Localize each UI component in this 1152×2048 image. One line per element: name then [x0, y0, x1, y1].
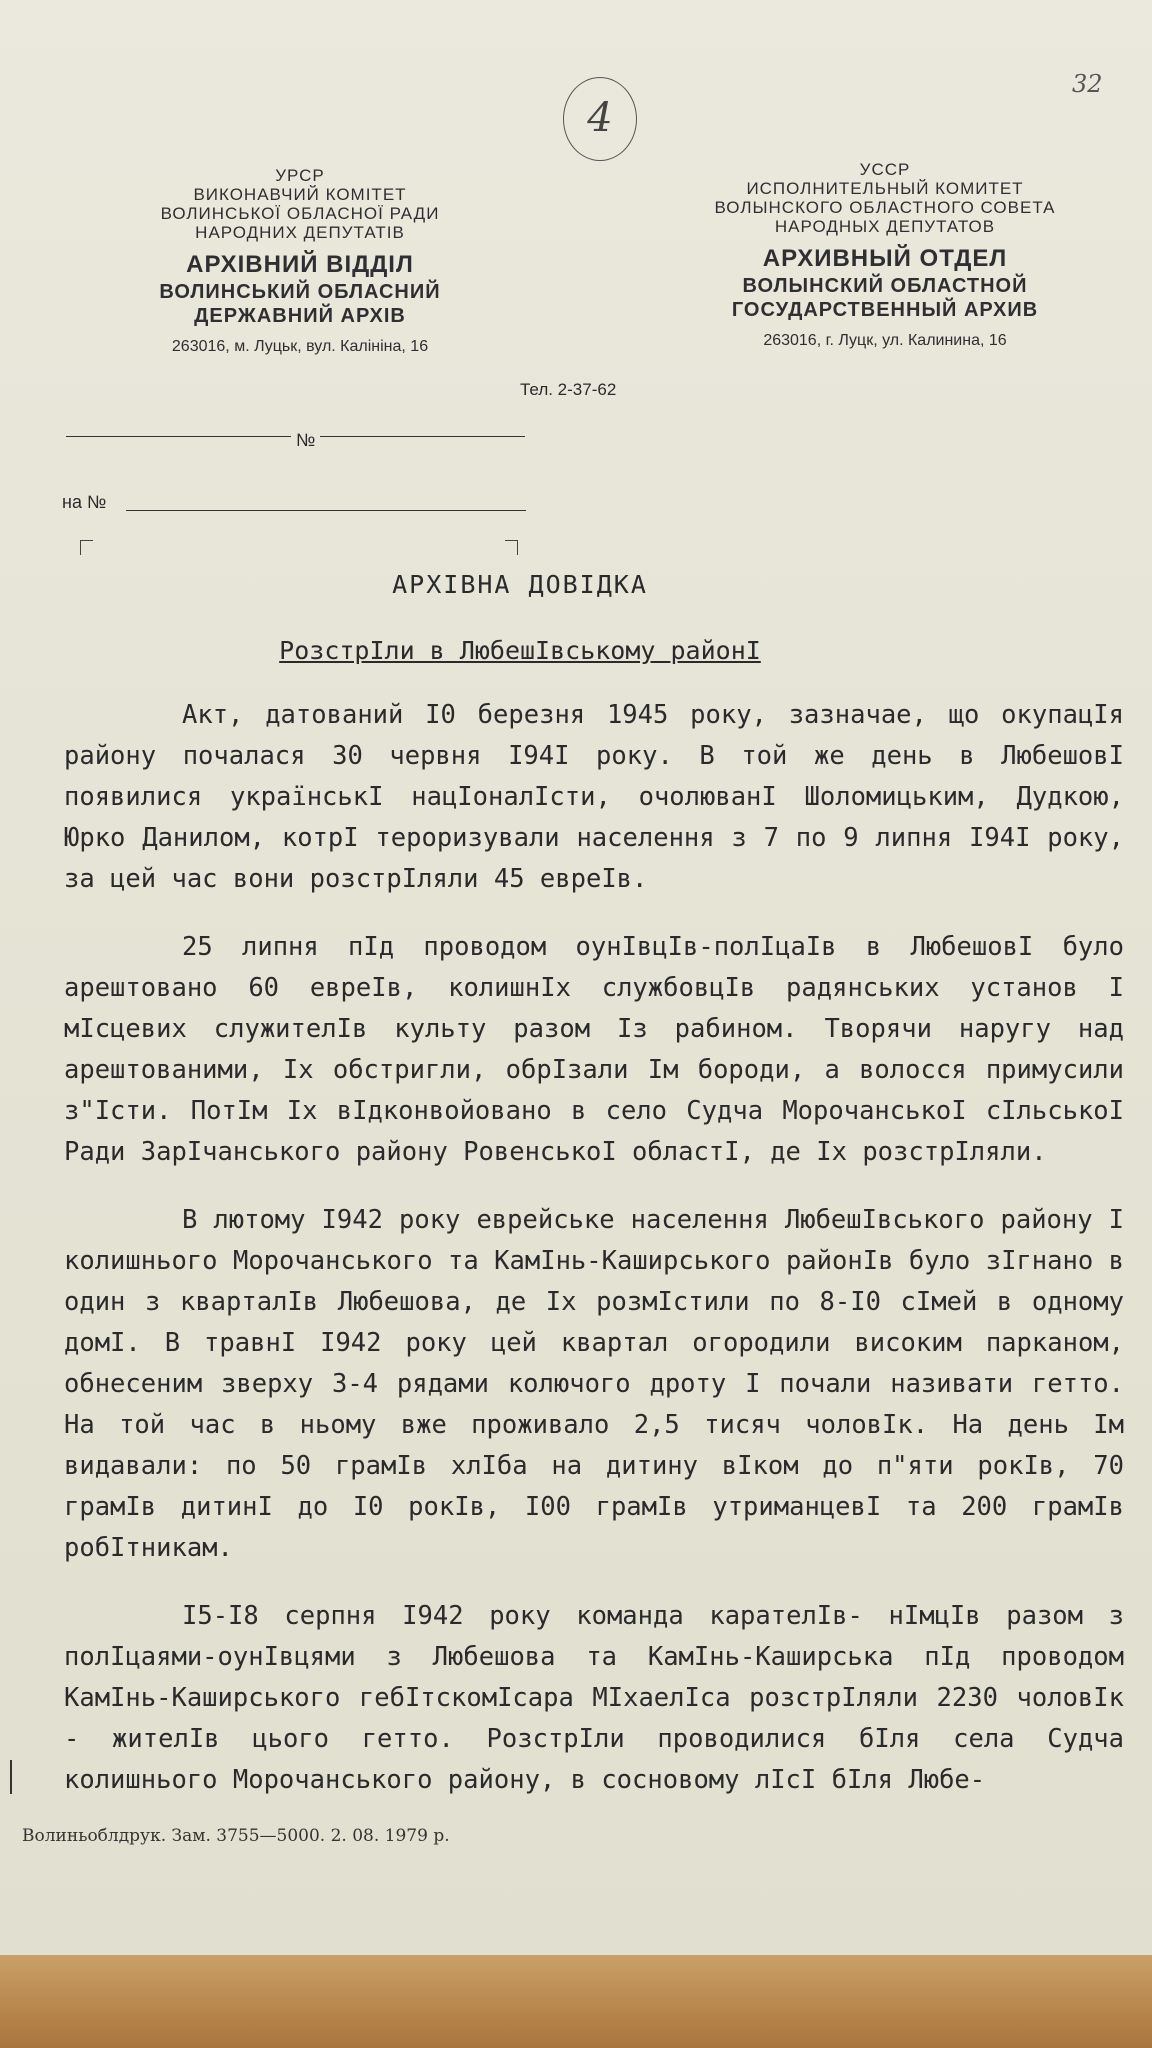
- printer-imprint: Волиньоблдрук. Зам. 3755—5000. 2. 08. 1979 р.: [22, 1826, 450, 1846]
- letterhead-line: УССР: [859, 160, 911, 179]
- page-number: 32: [1072, 70, 1103, 98]
- date-line: [66, 436, 291, 437]
- address-corner-left: [80, 540, 93, 555]
- department-name: АРХІВНИЙ ВІДДІЛ: [186, 251, 414, 278]
- paragraph: В лютому I942 року еврейське населення ЛюбешІвського району І колишнього Морочанського та КамІнь-Каширського районІв було зІгнано в один з кварталІв Любешова, де Іх розмІстили по 8-I0 сІмей в одному домІ. В травнІ I942 року цей квартал огородили високим парканом, обнесеним зверху 3-4 рядами колючого дроту І почали називати гетто. На той час в ньому вже проживало 2,5 тисяч чоловІк. На день Ім видавали: по 50 грамІв хлІба на дитину вІком до п"яти рокІв, 70 грамІв дитинІ до I0 рокІв, I00 грамІв утриманцевІ та 200 грамІв робІтникам.: [64, 1205, 1124, 1563]
- letterhead-line: ВОЛЫНСКОГО ОБЛАСТНОГО СОВЕТА: [714, 198, 1056, 217]
- address-corner-right: [505, 540, 518, 555]
- reply-to-line: [126, 510, 526, 511]
- paragraph: I5-I8 серпня I942 року команда карателІв- нІмцІв разом з полІцаями-оунІвцями з Любешова та КамІнь-Каширська пІд проводом КамІнь-Каширського гебІтскомІсара МІхаелІса розстрІляли 2230 чоловІк - жителІв цього гетто. РозстрІли проводилися бІля села Судча колишнього Морочанського району, в сосновому лІсІ бІля Любе-: [64, 1601, 1124, 1795]
- letterhead-line: ВОЛИНСЬКОЇ ОБЛАСНОЇ РАДИ: [160, 204, 440, 223]
- letterhead-line: ИСПОЛНИТЕЛЬНЫЙ КОМИТЕТ: [746, 179, 1024, 198]
- letterhead-line: НАРОДНЫХ ДЕПУТАТОВ: [774, 217, 996, 236]
- letterhead-line: ВИКОНАВЧИЙ КОМІТЕТ: [193, 185, 407, 204]
- paragraph: 25 липня пІд проводом оунІвцІв-полІцаІв в ЛюбешовІ було арештовано 60 евреІв, колишнІх службовцІв радянських установ І мІсцевих служителІв культу разом Із рабином. Творячи наругу над арештованими, Іх обстригли, обрІзали Ім бороди, а волосся примусили з"Істи. ПотІм Іх вІдконвойовано в село Судча МорочанськоІ сІльськоІ Ради ЗарІчанського району РовенськоІ областІ, де Іх розстрІляли.: [64, 932, 1124, 1167]
- address: 263016, м. Луцьк, вул. Калініна, 16: [171, 338, 429, 355]
- archive-name: ВОЛИНСЬКИЙ ОБЛАСНИЙ: [159, 281, 441, 303]
- letterhead-line: НАРОДНИХ ДЕПУТАТІВ: [195, 223, 405, 242]
- letterhead-ukrainian: [120, 166, 480, 356]
- letterhead-line: УРСР: [275, 166, 325, 185]
- archive-name: ГОСУДАРСТВЕННЫЙ АРХИВ: [731, 299, 1039, 321]
- document-body: [64, 695, 1124, 1828]
- archive-name: ДЕРЖАВНИЙ АРХІВ: [194, 305, 406, 327]
- handwritten-number: 4: [563, 77, 637, 161]
- phone-number: Тел. 2-37-62: [520, 380, 617, 399]
- address: 263016, г. Луцк, ул. Калинина, 16: [763, 332, 1007, 349]
- number-sign: №: [296, 430, 316, 450]
- number-line: [320, 436, 525, 437]
- reply-to-label: на №: [62, 492, 107, 512]
- archive-name: ВОЛЫНСКИЙ ОБЛАСТНОЙ: [742, 275, 1028, 297]
- department-name: АРХИВНЫЙ ОТДЕЛ: [762, 245, 1008, 272]
- paragraph: Акт, датований I0 березня 1945 року, зазначае, що окупацІя району почалася 30 червня I94I року. В той же день в ЛюбешовІ появилися українськІ нацІоналІсти, очолюванІ Шоломицьким, Дудкою, Юрко Данилом, котрІ тероризували населення з 7 по 9 липня I94I року, за цей час вони розстрІляли 45 евреІв.: [64, 700, 1124, 894]
- wooden-table-edge: [0, 1955, 1152, 2048]
- margin-mark: [10, 1760, 12, 1794]
- document-subtitle: РозстрІли в ЛюбешІвському районІ: [279, 636, 761, 665]
- letterhead-russian: [680, 160, 1090, 350]
- document-title: АРХІВНА ДОВІДКА: [392, 570, 648, 599]
